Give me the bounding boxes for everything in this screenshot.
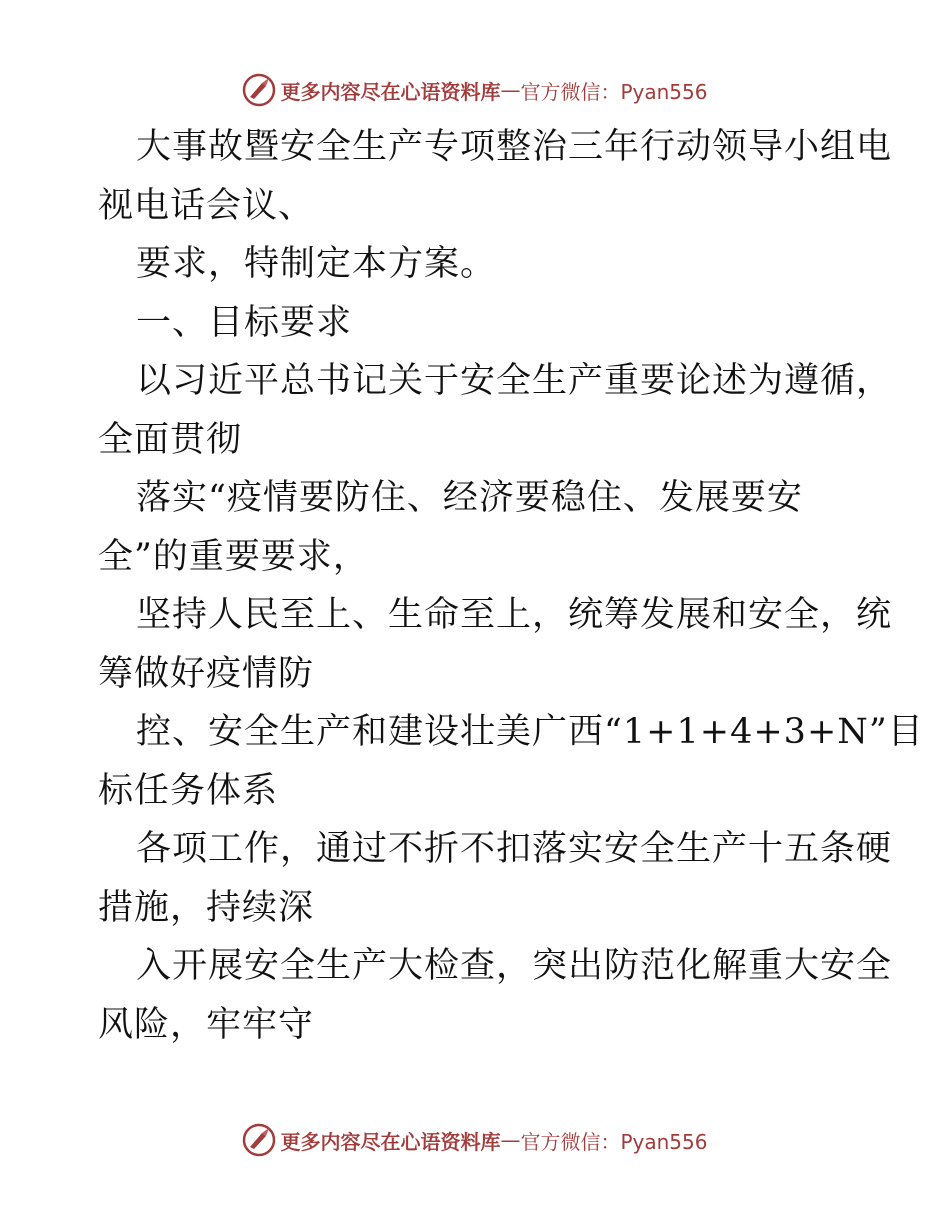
banner-main-text: 更多内容尽在心语资料库	[280, 1129, 501, 1154]
text-line: 风险，牢牢守	[98, 1004, 315, 1045]
text-line: 措施，持续深	[98, 887, 315, 928]
banner-contact-text: 官方微信：Pyan556	[520, 1129, 708, 1154]
text-line: 入开展安全生产大检查，突出防范化解重大安全	[136, 946, 893, 986]
document-body	[98, 118, 924, 1054]
banner-separator: —	[500, 1128, 521, 1152]
text-line: 控、安全生产和建设壮美广西“1+1+4+3+N”目	[136, 712, 924, 752]
banner-contact-text: 官方微信：Pyan556	[520, 79, 708, 104]
quill-book-logo-icon	[242, 1123, 276, 1157]
text-line: 要求，特制定本方案。	[136, 244, 497, 284]
text-line: 以习近平总书记关于安全生产重要论述为遵循，	[136, 361, 893, 401]
text-line: 坚持人民至上、生命至上，统筹发展和安全，统	[136, 595, 893, 635]
text-line: 各项工作，通过不折不扣落实安全生产十五条硬	[136, 829, 893, 869]
text-line: 视电话会议、	[98, 185, 315, 226]
text-line: 全面贯彻	[98, 419, 243, 460]
header-banner	[0, 70, 950, 110]
quill-book-logo-icon	[242, 73, 276, 107]
text-line: 大事故暨安全生产专项整治三年行动领导小组电	[136, 127, 893, 167]
banner-separator: —	[500, 78, 521, 102]
banner-main-text: 更多内容尽在心语资料库	[280, 79, 501, 104]
text-line: 标任务体系	[98, 770, 279, 811]
text-line: 落实“疫情要防住、经济要稳住、发展要安	[136, 478, 803, 518]
section-heading: 一、目标要求	[136, 302, 353, 343]
footer-banner	[0, 1120, 950, 1160]
text-line: 筹做好疫情防	[98, 653, 315, 694]
text-line: 全”的重要要求，	[98, 536, 369, 577]
